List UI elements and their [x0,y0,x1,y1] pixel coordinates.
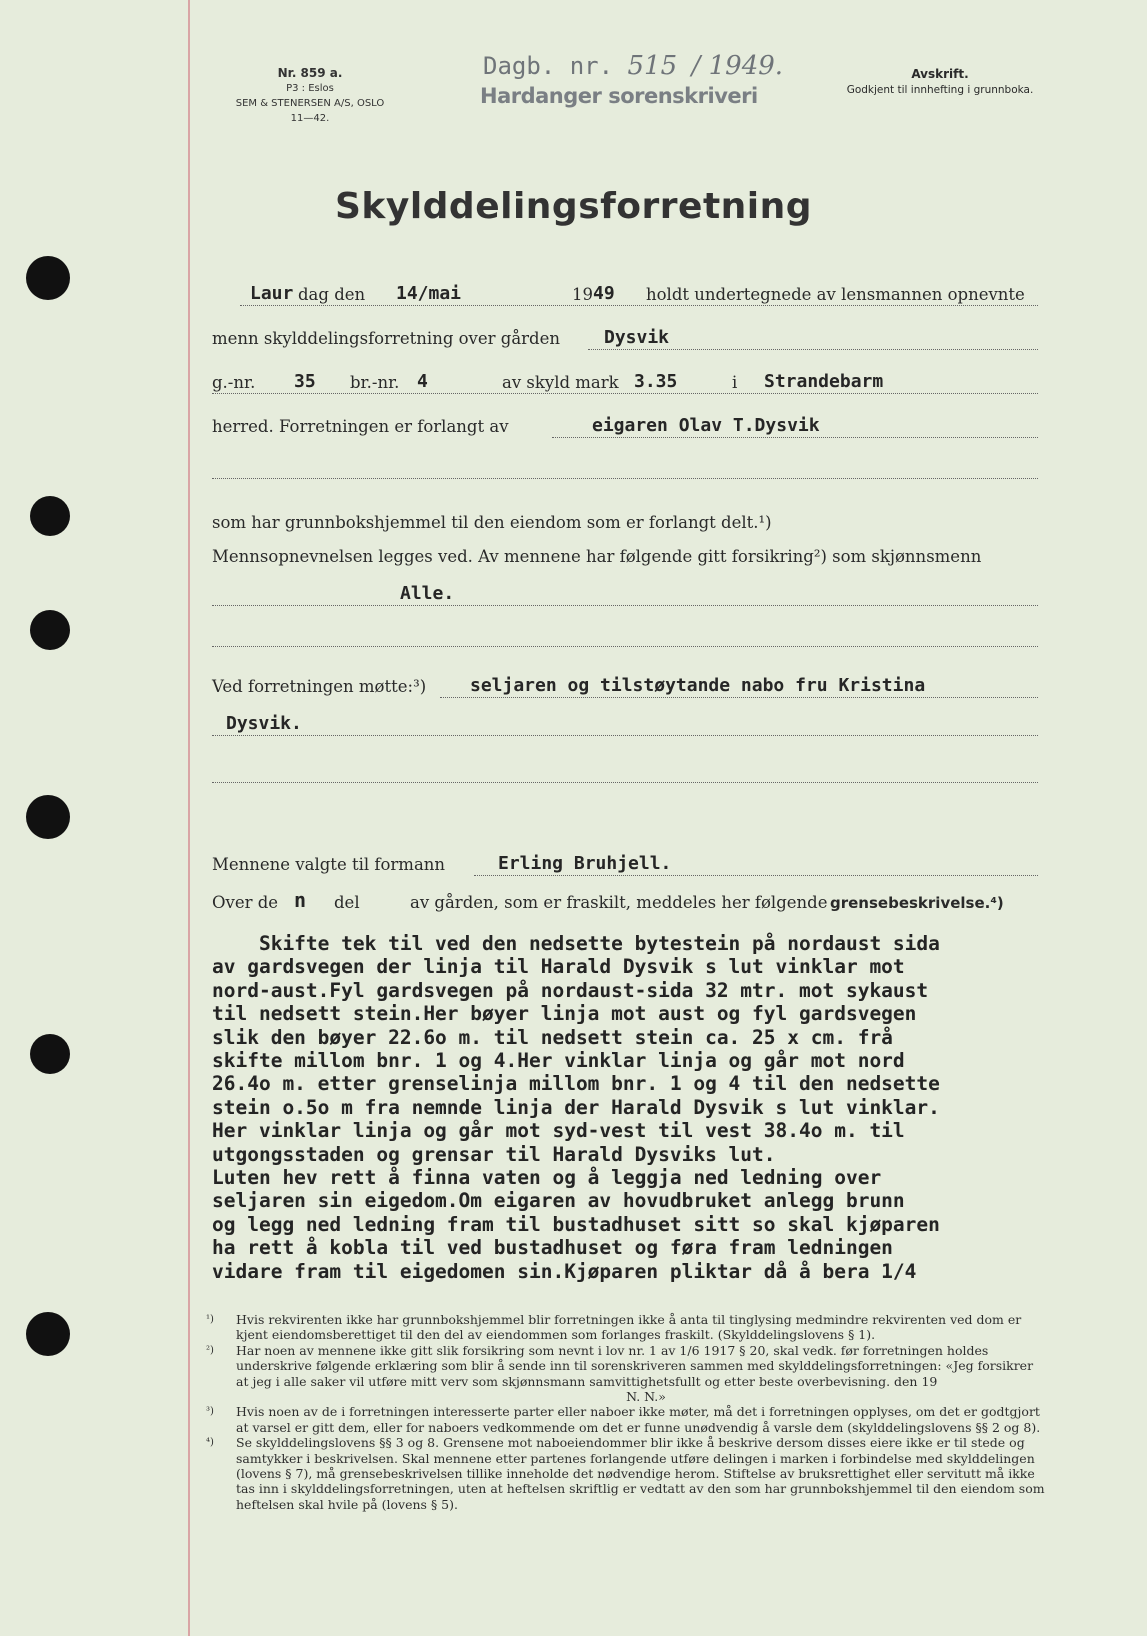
stamp-office: Hardanger sorenskriveri [480,84,758,108]
stamp-year: / 1949. [691,51,784,81]
blank-line [212,782,1038,783]
footnotes [206,1312,1046,1512]
label-grunnbokshjemmel: som har grunnbokshjemmel til den eiendom som er forlangt delt.¹) [212,513,772,532]
form-line [212,886,1038,918]
description-line: vidare fram til eigedomen sin.Kjøparen pliktar då å bera 1/4 [212,1259,917,1283]
label-gaarden: menn skylddelingsforretning over gården [212,329,561,348]
fill-part: n [294,888,307,912]
fill-requester: eigaren Olav T.Dysvik [592,415,820,436]
description-line: til nedsett stein.Her bøyer linja mot aust og fyl gardsvegen [212,1002,917,1026]
footnote-number: ²) [206,1344,214,1356]
printer-line: 11—42. [290,113,330,124]
footnote-text: Hvis rekvirenten ikke har grunnbokshjemmel blir forretningen ikke å anta til tinglysing medmindre rekvirenten ved dom er kjent eiendomsberettiget til den del av eiendommen som forlanges fraskilt. (Skylddelingslovens § 1). [236,1312,1022,1343]
fill-place: Strandebarm [764,371,884,392]
label-motte: Ved forretningen møtte:³) [212,677,427,696]
stamp-number: 515 [627,51,678,81]
label-i: i [732,373,738,392]
description-line: 26.4o m. etter grenselinja millom bnr. 1 og 4 til den nedsette [212,1072,940,1096]
form-line [212,366,1038,398]
footnote-number: ³) [206,1406,214,1418]
copy-note [820,66,1060,98]
label-dag: dag den [298,285,366,304]
description-line: stein o.5o m fra nemnde linja der Harald Dysvik s lut vinklar. [212,1095,940,1119]
copy-label: Avskrift. [911,67,969,81]
fill-bnr: 4 [417,371,428,392]
journal-stamp [483,52,783,80]
punch-hole [26,795,70,839]
fill-farm: Dysvik [604,327,670,348]
description-line: Skifte tek til ved den nedsette bytestein på nordaust sida [212,932,940,955]
blank-line [212,646,1038,647]
footnote-text: Se skylddelingslovens §§ 3 og 8. Grensene mot naboeiendommer blir ikke å beskrive dersom disses eiere ikke er til stede og samtykker i beskrivelsen. Skal mennene etter partenes forlangende utføre delingen i marken i forbindelse med skylddelingen (lovens § 7), må grensebeskrivelsen tillike inneholde det nødvendige herom. Stiftelse av bruksrettighet eller servitutt må ikke tas inn i skylddelingsforretningen, uten at heftelsen skriftlig er vedtatt av den som har grunnbokshjemmel til den eiendom som heftelsen skal hvile på (lovens § 5). [236,1435,1045,1512]
label-over-de: Over de [212,893,279,912]
description-line: slik den bøyer 22.6o m. til nedsett stein ca. 25 x cm. frå [212,1025,893,1049]
fill-appraisers: Alle. [400,583,455,604]
footnote-text: Hvis noen av de i forretningen interesserte parter eller naboer ikke møter, må det i forretningen opplyses, om det er godtgjort at varsel er gitt dem, eller for naboers vedkommende om det er funne unødvendig å varsle dem (skylddelingslovens §§ 2 og 8). [236,1404,1041,1435]
description-line: av gardsvegen der linja til Harald Dysvik s lut vinklar mot [212,955,905,979]
approval-text: Godkjent til innhefting i grunnboka. [846,84,1034,96]
form-line [212,540,1038,572]
footnote [206,1435,1046,1512]
fill-day: Laur [250,283,294,304]
footnote-number: ¹) [206,1314,214,1325]
fill-present: seljaren og tilstøytande nabo fru Kristina [470,675,926,696]
label-bnr: br.-nr. [350,373,400,392]
punch-hole [26,1312,70,1356]
label-formann: Mennene valgte til formann [212,855,446,874]
description-line: Her vinklar linja og går mot syd-vest til vest 38.4o m. til [212,1119,905,1143]
description-line: utgongsstaden og grensar til Harald Dysviks lut. [212,1142,776,1166]
stamp-prefix: Dagb. nr. [483,52,614,80]
punch-hole [30,496,70,536]
printer-line: P3 : Eslos [286,83,334,94]
form-line [212,410,1038,442]
label-herred: herred. Forretningen er forlangt av [212,417,509,436]
margin-line [188,0,190,1636]
footnote [206,1404,1046,1435]
punch-hole [26,256,70,300]
punch-hole [30,1034,70,1074]
form-line [212,578,1038,610]
description-line: nord-aust.Fyl gardsvegen på nordaust-sida 32 mtr. mot sykaust [212,978,929,1002]
footnote [206,1312,1046,1343]
form-line [212,322,1038,354]
description-line: Luten hev rett å finna vaten og å leggja ned ledning over [212,1166,882,1190]
label-fraskilt: av gården, som er fraskilt, meddeles her følgende [410,893,828,912]
fill-year: 49 [593,283,615,304]
form-line [212,670,1038,702]
label-holdt: holdt undertegnede av lensmannen opnevnte [642,285,1025,304]
form-number: Nr. 859 a. [277,66,343,80]
description-line: skifte millom bnr. 1 og 4.Her vinklar linja og går mot nord [212,1049,905,1073]
fill-gnr: 35 [294,371,316,392]
description-line: seljaren sin eigedom.Om eigaren av hovudbruket anlegg brunn [212,1189,905,1213]
footnote [206,1343,1046,1389]
form-line [212,506,1038,538]
fill-present-cont: Dysvik. [226,713,302,734]
label-gnr: g.-nr. [212,373,256,392]
fill-chairman: Erling Bruhjell. [498,853,672,874]
footnote-text: N. N.» [626,1389,666,1405]
document-title: Skylddelingsforretning [334,186,813,227]
form-info [215,66,405,126]
blank-line [212,478,1038,479]
label-grensebeskrivelse: grensebeskrivelse.⁴) [830,894,1004,912]
label-mennsopnevnelsen: Mennsopnevnelsen legges ved. Av mennene har følgende gitt forsikring²) som skjønnsmenn [212,547,982,566]
printer-line: SEM & STENERSEN A/S, OSLO [235,98,385,109]
description-line: og legg ned ledning fram til bustadhuset sitt so skal kjøparen [212,1212,940,1236]
form-line [212,278,1038,310]
footnote-number: ⁴) [206,1437,214,1449]
label-skyld: av skyld mark [502,373,619,392]
footnote-text: Har noen av mennene ikke gitt slik forsikring som nevnt i lov nr. 1 av 1/6 1917 § 20, skal vedk. før forretningen holdes underskrive følgende erklæring som blir å sende inn til sorenskriveren sammen med skylddelingsforretningen: «Jeg forsikrer at jeg i alle saker vil utføre mitt verv som skjønnsmann samvittighetsfullt og etter beste overbevisning. den 19 [236,1342,1034,1389]
description-line: ha rett å kobla til ved bustadhuset og føra fram ledningen [212,1236,893,1260]
fill-date: 14/mai [396,283,462,304]
footnote [246,1389,1046,1404]
form-line [212,708,1038,740]
label-del: del [334,893,360,912]
fill-skyld: 3.35 [634,371,678,392]
form-line [212,848,1038,880]
label-19: 19 [572,285,593,304]
boundary-description [212,932,1072,1283]
punch-hole [30,610,70,650]
